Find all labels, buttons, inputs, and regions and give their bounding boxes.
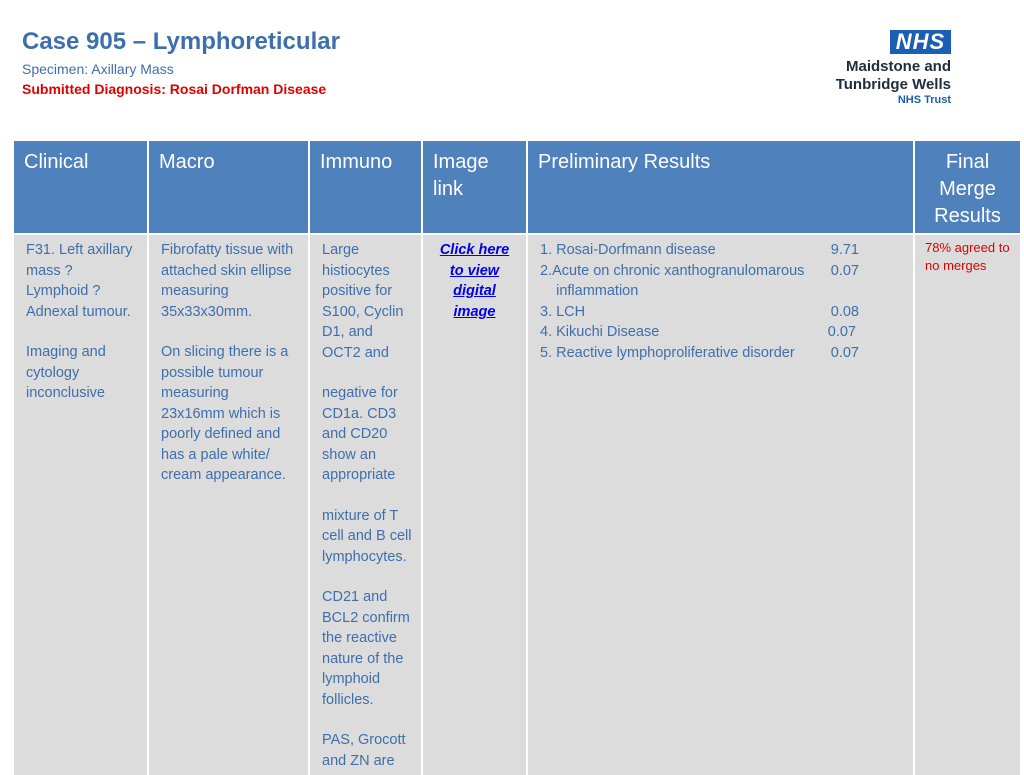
case-table bbox=[14, 141, 1020, 768]
result-score: 9.71 bbox=[830, 242, 859, 258]
nhs-logo: NHS bbox=[890, 30, 951, 54]
result-score: 0.07 bbox=[830, 262, 859, 279]
immuno-text: Large histiocytes positive for S100, Cyclin D1, and OCT2 and bbox=[322, 242, 404, 361]
header-macro: Macro bbox=[149, 141, 310, 233]
org-name-line2: Tunbridge Wells bbox=[835, 76, 951, 93]
view-digital-image-link[interactable]: Click here to view digital image bbox=[439, 242, 510, 320]
cell-preliminary bbox=[528, 235, 915, 775]
org-name-line3: NHS Trust bbox=[897, 94, 951, 106]
header-final: Final Merge Results bbox=[915, 141, 1020, 233]
macro-text: On slicing there is a possible tumour measuring 23x16mm which is poorly defined and has a pale white/ cream appearance. bbox=[161, 344, 289, 483]
cell-final bbox=[915, 235, 1020, 775]
macro-text: Fibrofatty tissue with attached skin ellipse measuring 35x33x30mm. bbox=[161, 242, 294, 320]
result-label: 5. Reactive lymphoproliferative disorder bbox=[540, 344, 795, 361]
result-row bbox=[540, 343, 901, 364]
result-row bbox=[540, 240, 901, 261]
result-row bbox=[540, 281, 901, 302]
cell-macro bbox=[149, 235, 310, 775]
cell-clinical bbox=[14, 235, 149, 775]
header-preliminary: Preliminary Results bbox=[528, 141, 915, 233]
result-score: 0.08 bbox=[830, 303, 859, 320]
clinical-text: F31. Left axillary mass ?Lymphoid ?Adnexal tumour. bbox=[26, 242, 133, 320]
org-name-line1: Maidstone and bbox=[845, 58, 951, 75]
cell-immuno bbox=[310, 235, 423, 775]
immuno-text: CD21 and BCL2 confirm the reactive nature of the lymphoid follicles. bbox=[322, 589, 410, 708]
result-score: 0.07 bbox=[830, 344, 859, 361]
result-label: 4. Kikuchi Disease bbox=[540, 324, 660, 340]
result-score: 0.07 bbox=[827, 324, 856, 340]
result-label: 3. LCH bbox=[540, 303, 586, 320]
cell-image-link bbox=[423, 235, 528, 775]
header-clinical: Clinical bbox=[14, 141, 149, 233]
result-row bbox=[540, 261, 901, 282]
submitted-diagnosis: Submitted Diagnosis: Rosai Dorfman Disease bbox=[22, 81, 327, 97]
result-label: inflammation bbox=[540, 283, 639, 299]
immuno-text: PAS, Grocott and ZN are bbox=[322, 732, 406, 769]
specimen-label: Specimen: Axillary Mass bbox=[22, 61, 174, 77]
case-title: Case 905 – Lymphoreticular bbox=[22, 28, 340, 55]
header-immuno: Immuno bbox=[310, 141, 423, 233]
clinical-text: Imaging and cytology inconclusive bbox=[26, 344, 106, 401]
result-row bbox=[540, 322, 901, 343]
final-merge-text: 78% agreed to no merges bbox=[925, 240, 1010, 273]
header-image-link: Image link bbox=[423, 141, 528, 233]
immuno-text: negative for CD1a. CD3 and CD20 show an appropriate bbox=[322, 385, 398, 483]
immuno-text: mixture of T cell and B cell lymphocytes. bbox=[322, 507, 412, 565]
result-row bbox=[540, 302, 901, 323]
result-label: 1. Rosai-Dorfmann disease bbox=[540, 242, 716, 258]
result-label: 2.Acute on chronic xanthogranulomarous bbox=[540, 262, 805, 279]
